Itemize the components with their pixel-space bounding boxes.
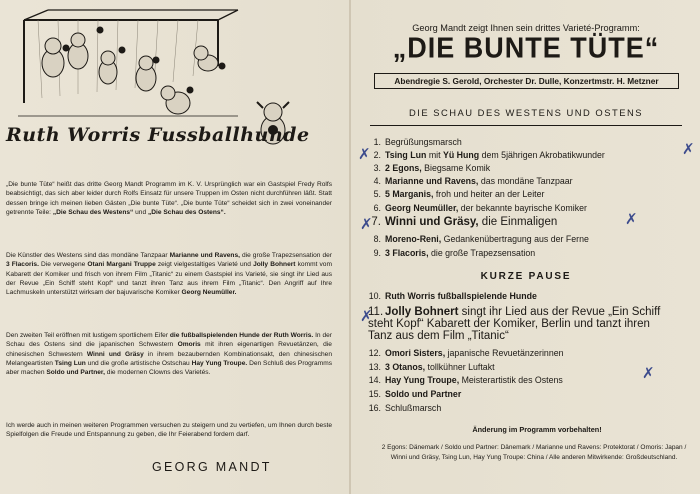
pen-mark: ✗ <box>360 215 373 233</box>
act-description: Begrüßungsmarsch <box>385 137 462 147</box>
program-number: 2. <box>373 150 381 160</box>
reservation-note: Änderung im Programm vorbehalten! <box>472 425 602 434</box>
act-name: Georg Neumüller, <box>385 203 459 213</box>
program-number: 16. <box>368 403 381 413</box>
program-number: 1. <box>373 137 381 147</box>
paragraph-text: Den Schluß des Programms aber machen <box>6 359 332 377</box>
act-name: Omori Sisters, <box>385 348 446 358</box>
paragraph-text: „Die bunte Tüte“ heißt das dritte Georg Mandt Programm im K. V. Ursprünglich war ein Gastspiel Fredy Rolfs beabsichtigt, das sich aber leider durch Rolfs Einsatz für unsere Truppen im Osten nicht durchführen läßt. Statt dessen bringe ich meinen lieben Gästen „Die bunte Tüte“. „Die bunte Tüte“ scheidet sich in zwei voneinander getrennte Teile: <box>6 181 332 216</box>
highlight-text: Marianne und Ravens, <box>169 252 240 259</box>
paragraph-text: die modernen Clowns des Varietés. <box>104 369 211 377</box>
act-description: die Einmaligen <box>478 216 558 228</box>
program-number: 6. <box>373 203 381 213</box>
highlight-text: die fußballspielenden Hunde der Ruth Worris. <box>169 332 314 339</box>
act-name: Moreno-Reni, <box>385 234 442 244</box>
highlight-text: „Die Schau des Ostens“. <box>147 208 226 216</box>
signature: GEORG MANDT <box>152 460 272 474</box>
pen-mark: ✗ <box>358 145 371 163</box>
act-name: Soldo und Partner <box>385 389 462 399</box>
paragraph-text: und <box>133 208 148 216</box>
pen-mark: ✗ <box>360 307 373 325</box>
act-description: Schlußmarsch <box>385 403 442 413</box>
paragraph-text: In der Schau des Ostens sind die japanischen Schwestern <box>6 332 332 349</box>
program-item <box>368 234 693 245</box>
highlight-text: Tsing Lun <box>54 359 86 367</box>
paragraph-text: kommt vom Kabarett der Komiker und frisch von ihrem Film „Titanic“ zu einem Gastspiel ins Varieté, sie singt ihr Lied aus der Revue „Ein Schiff steht Kopf“ und tanzt ihren Tanz aus ihrem Film „Titanic“. Den Angriff auf Ihre Lachmuskeln unterstützt wirksam der bajuvarische Komiker <box>6 261 332 297</box>
paragraph-text: Ich werde auch in meinen weiteren Programmen versuchen zu steigern und zu vertiefen, um Ihnen durch beste Spielfolgen die Freude und Entspannung zu geben, die Ihr Feierabend fordern darf. <box>6 422 332 439</box>
program-item <box>368 306 668 342</box>
program-item <box>368 403 693 414</box>
program-number: 7. <box>371 216 381 228</box>
program-number: 5. <box>373 189 381 199</box>
east-paragraph <box>6 331 332 377</box>
act-name: 5 Marganis, <box>385 189 434 199</box>
dogs-title: Ruth Worris Fussballhunde <box>6 124 310 146</box>
act-name: 3 Otanos, <box>385 362 426 372</box>
program-item <box>368 248 693 259</box>
act-description: froh und heiter an der Leiter <box>433 189 545 199</box>
program-item <box>368 189 693 200</box>
act-name: Winni und Gräsy, <box>385 216 479 228</box>
page-fold <box>349 0 351 494</box>
highlight-text: Soldo und Partner, <box>46 369 105 377</box>
paragraph-text: zeigt vielgestaltiges Varieté und <box>155 261 254 269</box>
act-description: das mondäne Tanzpaar <box>478 176 573 186</box>
highlight-text: 3 Flacoris. <box>6 261 39 269</box>
closing-paragraph <box>6 421 332 440</box>
highlight-text: Jolly Bohnert <box>253 261 296 269</box>
program-item <box>368 176 693 187</box>
highlight-text: Otani Margani Truppe <box>87 261 156 269</box>
program-item <box>368 217 693 228</box>
act-name: Hay Yung Troupe, <box>385 375 460 385</box>
program-number: 9. <box>373 248 381 258</box>
program-item <box>368 389 693 400</box>
highlight-text: Hay Yung Troupe. <box>191 359 248 367</box>
program-number: 14. <box>368 375 381 385</box>
program-title: „DIE BUNTE TÜTE“ <box>392 32 660 64</box>
program-number: 15. <box>368 389 381 399</box>
act-name: 3 Flacoris, <box>385 248 429 258</box>
paragraph-text: Die Künstler des Westens sind das mondäne Tanzpaar <box>6 252 170 259</box>
paragraph-text: die große Trapezsensation der <box>239 252 332 259</box>
paragraph-text: Den zweiten Teil eröffnen mit lustigem sportlichem Eifer <box>6 332 170 339</box>
highlight-text: Winni und Gräsy <box>86 350 144 358</box>
act-description: die große Trapezsensation <box>428 248 536 258</box>
program-number: 12. <box>368 348 381 358</box>
pause-heading: KURZE PAUSE <box>480 271 572 282</box>
program-item <box>368 291 693 302</box>
act-name: Tsing Lun <box>385 150 427 160</box>
program-number: 13. <box>368 362 381 372</box>
intro-paragraph <box>6 180 332 217</box>
program-number: 4. <box>373 176 381 186</box>
pen-mark: ✗ <box>642 364 655 382</box>
section-heading: DIE SCHAU DES WESTENS UND OSTENS <box>409 107 643 118</box>
act-description: der bekannte bayrische Komiker <box>458 203 587 213</box>
act-description: japanische Revuetänzerinnen <box>445 348 564 358</box>
paragraph-text: Die verwegene <box>38 261 88 269</box>
credits-box: Abendregie S. Gerold, Orchester Dr. Dulle, Konzertmstr. H. Metzner <box>374 73 679 89</box>
paragraph-text: mit ihren eigenartigen Revuetänzen, die chinesischen Schwestern <box>6 341 332 358</box>
act-description: mit <box>426 150 443 160</box>
act-name: 2 Egons, <box>385 163 422 173</box>
paragraph-text: und die große artistische Ostschau <box>85 359 192 367</box>
program-item <box>368 150 693 161</box>
right-page <box>352 0 700 494</box>
program-number: 10. <box>368 291 381 301</box>
program-number: 8. <box>373 234 381 244</box>
act-name: Ruth Worris fußballspielende Hunde <box>385 291 537 301</box>
program-item <box>368 348 693 359</box>
pen-mark: ✗ <box>625 210 638 228</box>
act-description: Biegsame Komik <box>421 163 491 173</box>
highlight-text: „Die Schau des Westens“ <box>52 208 134 216</box>
act-description: tollkühner Luftakt <box>425 362 495 372</box>
act-name: Jolly Bohnert <box>385 306 459 318</box>
program-number: 3. <box>373 163 381 173</box>
paragraph-text: in ihrem bezaubernden Kombinationsakt, den chinesischen Melangeartisten <box>6 350 332 367</box>
act-description: dem 5jährigen Akrobatikwunder <box>479 150 605 160</box>
program-intro: Georg Mandt zeigt Ihnen sein drittes Varieté-Programm: <box>412 23 640 33</box>
section-rule <box>370 125 682 126</box>
act-name: Marianne und Ravens, <box>385 176 479 186</box>
act-description: singt ihr Lied aus der Revue „Ein Schiff steht Kopf“ Kabarett der Komiker, Berlin und tanzt ihren Tanz aus dem Film „Titanic“ <box>368 306 661 342</box>
act-name: Yü Hung <box>443 150 480 160</box>
program-item <box>368 203 693 214</box>
pen-mark: ✗ <box>682 140 695 158</box>
football-goal-illustration <box>18 8 293 126</box>
origins-note: 2 Egons: Dänemark / Soldo und Partner: Dänemark / Marianne und Ravens: Protektorat / Omoris: Japan / Winni und Gräsy, Tsing Lun, Hay Yung Troupe: China / Alle anderen Mitwirkende: Großdeutschland. <box>381 444 687 461</box>
west-paragraph <box>6 251 332 297</box>
program-number: 11. <box>368 306 384 318</box>
left-page <box>0 0 348 494</box>
act-description: Meisterartistik des Ostens <box>459 375 563 385</box>
highlight-text: Omoris <box>177 341 201 349</box>
program-item <box>368 137 693 148</box>
program-item <box>368 163 693 174</box>
highlight-text: Georg Neumüller. <box>181 289 237 297</box>
act-description: Gedankenübertragung aus der Ferne <box>441 234 589 244</box>
